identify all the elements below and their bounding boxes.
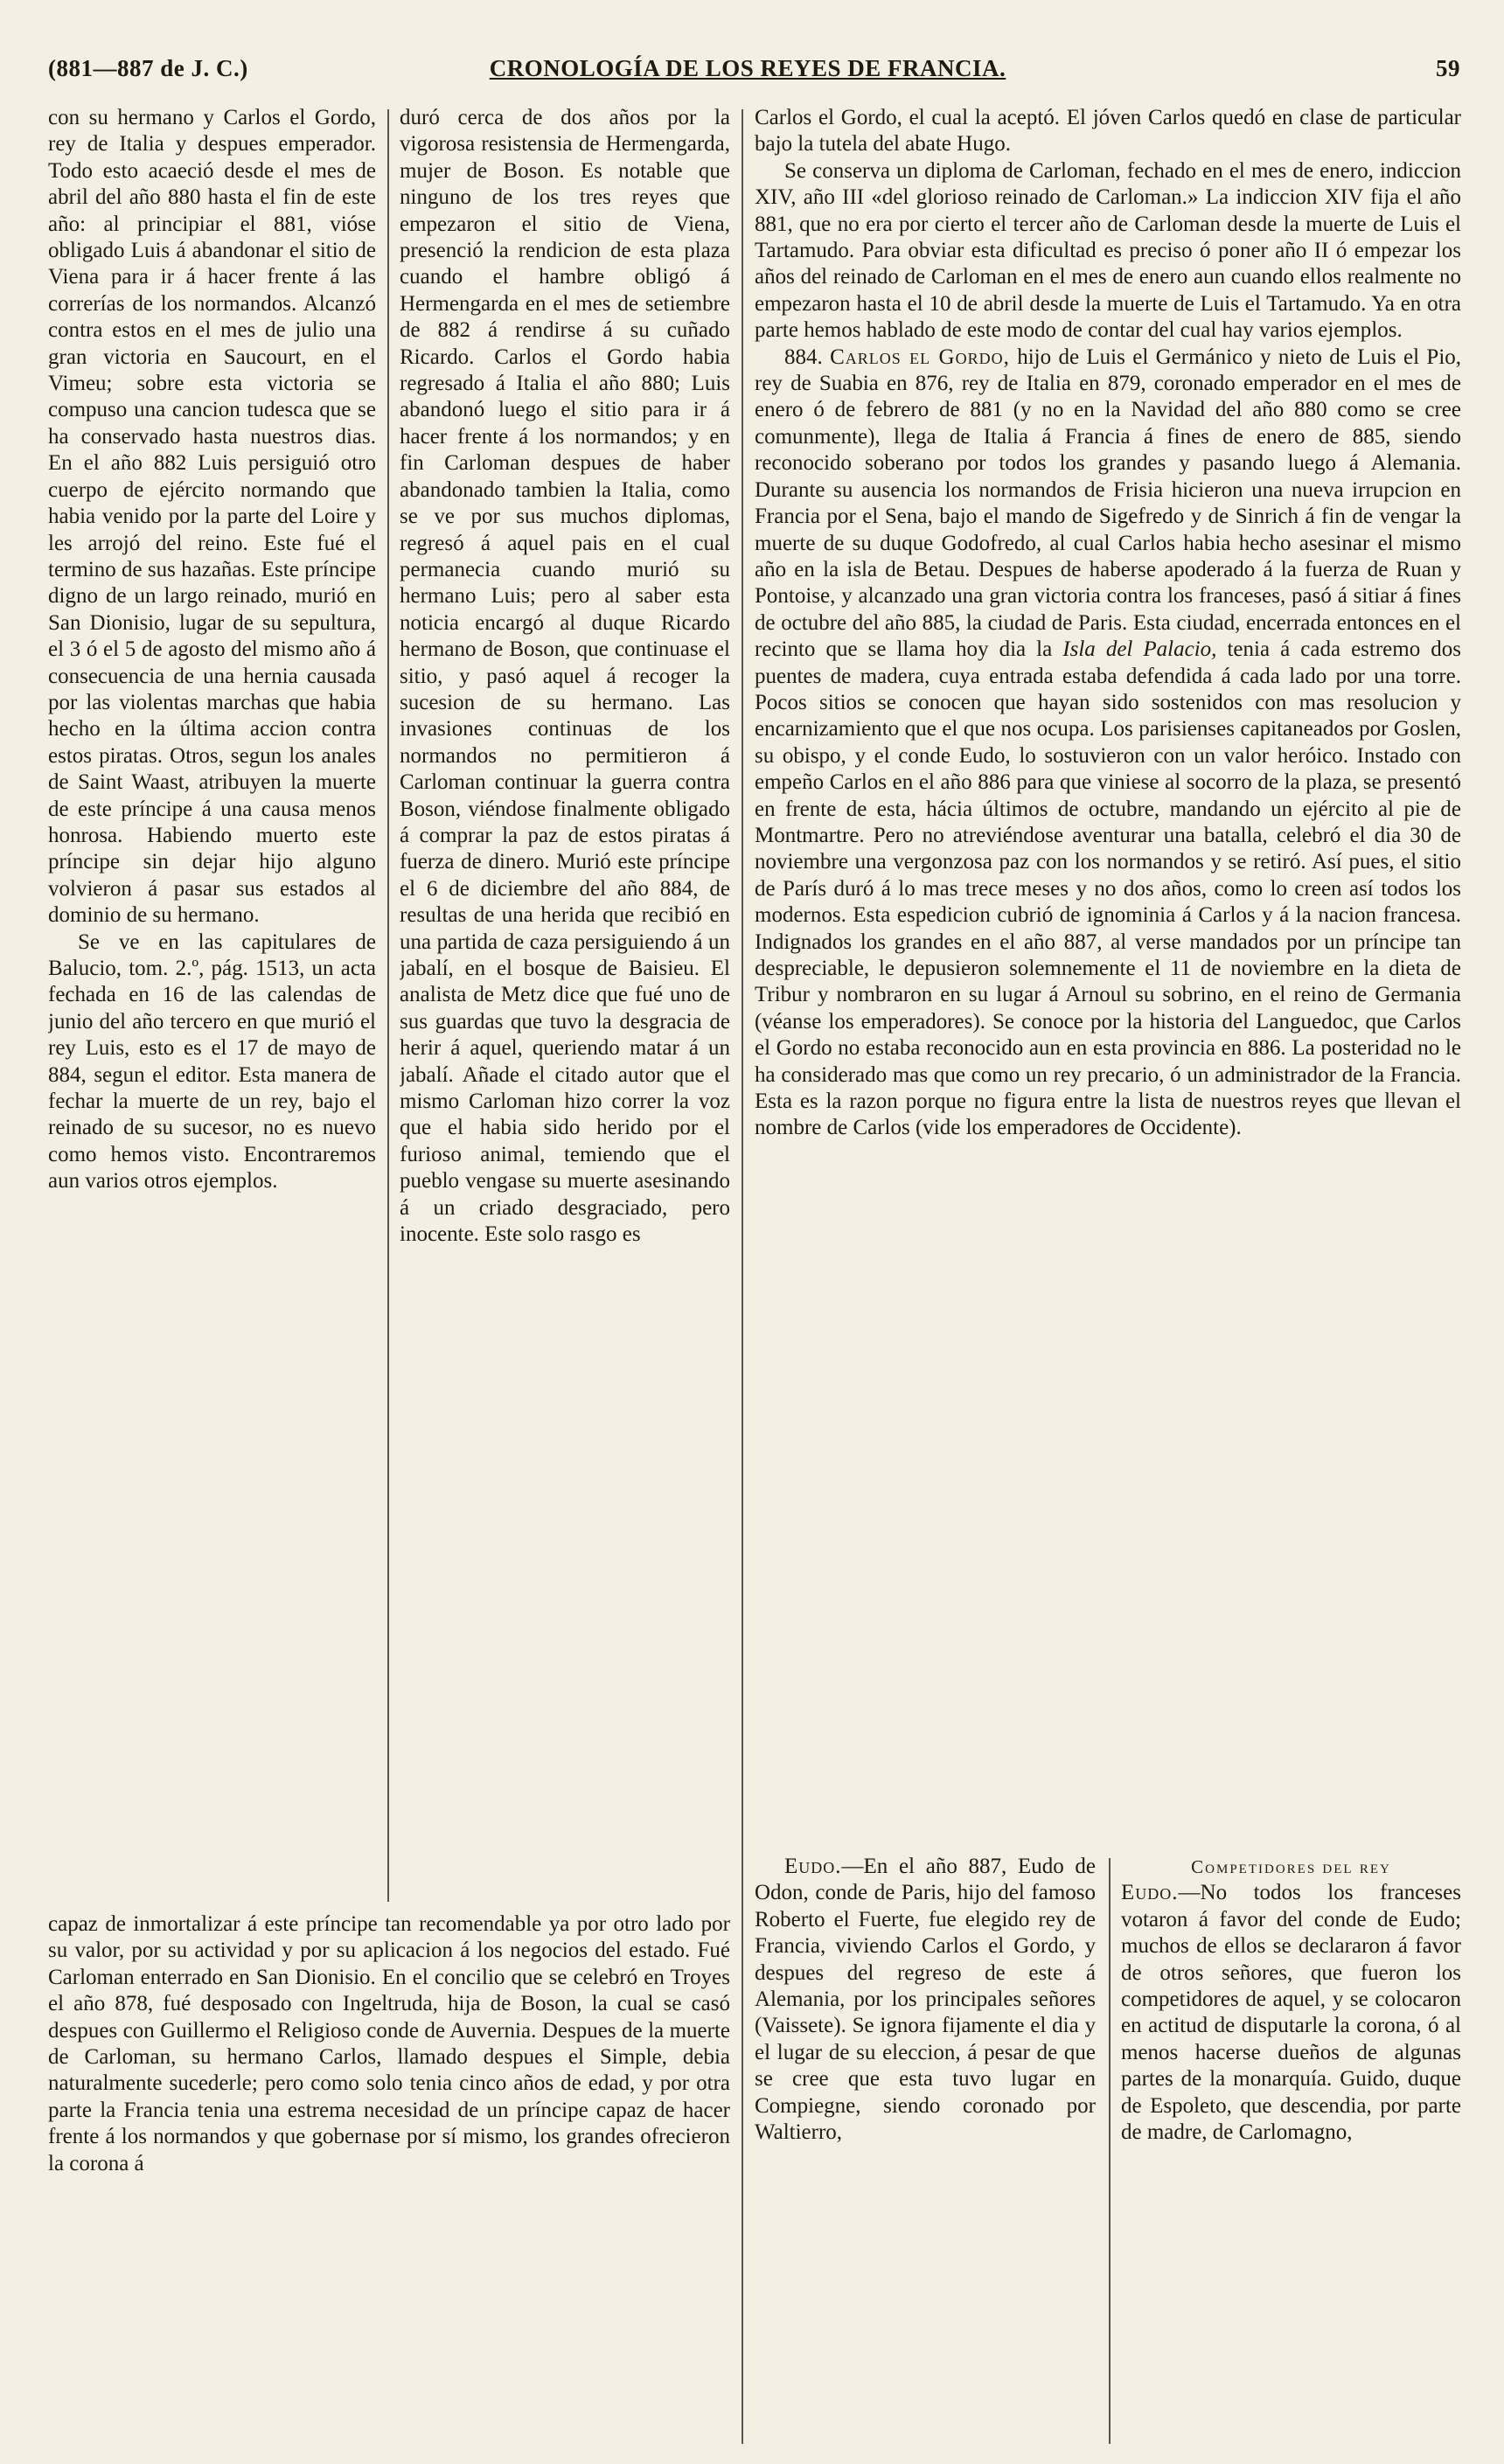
entry-text: —En el año 887, Eudo de Odon, conde de Paris, hijo del famoso Roberto el Fuerte, fue elegido rey de Francia, viviendo Carlos el Gordo, y despues del regreso de este á Alemania, por los principales señores (Vaissete). Se ignora fijamente el dia y el lugar de su eleccion, á pesar de que se cree que esta tuvo lugar en Compiegne, siendo coronado por Waltierro, <box>755 1855 1096 2145</box>
running-header <box>48 48 1460 83</box>
competitors-column <box>1121 1854 1461 2448</box>
page-number: 59 <box>1436 55 1460 81</box>
entry-eudo <box>755 1854 1096 2448</box>
entry-number: 884. <box>784 345 823 369</box>
paragraph <box>1121 1880 1461 2146</box>
column-rule-3 <box>1109 1858 1111 2444</box>
header-date-range: (881—887 de J. C.) <box>48 55 248 81</box>
column-rule-1 <box>387 109 389 1902</box>
entry-carlos-el-gordo <box>755 345 1461 1142</box>
paragraph: Carlos el Gordo, el cual la aceptó. El jóven Carlos quedó en clase de particular bajo la tutela del abate Hugo. <box>755 106 1461 157</box>
column-rule-2 <box>742 109 743 2444</box>
text-column-2 <box>400 105 730 1915</box>
entry-text: —No todos los franceses votaron á favor del conde de Eudo; muchos de ellos se declararon á favor de otros señores, que fueron los competidores de aquel, y se colocaron en actitud de disputarle la corona, ó al menos hacerse dueños de algunas partes de la monarquía. Guido, duque de Espoleto, que descendia, por parte de madre, de Carlomagno, <box>1121 1881 1461 2145</box>
paragraph <box>755 1854 1096 2146</box>
header-title: CRONOLOGÍA DE LOS REYES DE FRANCIA. <box>489 55 1006 81</box>
entry-name: Eudo. <box>784 1855 842 1878</box>
paragraph: Se conserva un diploma de Carloman, fechado en el mes de enero, indiccion XIV, año III «del glorioso reinado de Carloman.» La indiccion XIV fija el año 881, que no era por cierto el tercer año de Carloman desde la muerte de Luis el Tartamudo. Para obviar esta dificultad es preciso ó poner año II ó empezar los años del reinado de Carloman en el mes de enero aun cuando ellos realmente no empezaron hasta el 10 de abril desde la muerte de Luis el Tartamudo. Ya en otra parte hemos hablado de este modo de contar del cual hay varios ejemplos. <box>755 158 1461 343</box>
paragraph: duró cerca de dos años por la vigorosa resistensia de Hermengarda, mujer de Boson. Es notable que ninguno de los tres reyes que empezaron el sitio de Viena, presenció la rendicion de esta plaza cuando el hambre obligó á Hermengarda en el mes de setiembre de 882 á rendirse á su cuñado Ricardo. Carlos el Gordo habia regresado á Italia el año 880; Luis abandonó luego el sitio para ir á hacer frente á los normandos; y en fin Carloman despues de haber abandonado tambien la Italia, como se ve por sus muchos diplomas, regresó á aquel pais en el cual permanecia cuando murió su hermano Luis; pero al saber esta noticia encargó al duque Ricardo hermano de Boson, que continuase el sitio, y pasó aquel á recoger la sucesion de su hermano. Las invasiones continuas de los normandos no permitieron á Carloman continuar la guerra contra Boson, viéndose finalmente obligado á comprar la paz de estos piratas á fuerza de dinero. Murió este príncipe el 6 de diciembre del año 884, de resultas de una herida que recibió en una partida de caza persiguiendo á un jabalí, en el bosque de Baisieu. El analista de Metz dice que fué uno de sus guardas que tuvo la desgracia de herir á aquel, queriendo matar á un jabalí. Añade el citado autor que el mismo Carloman hizo correr la voz que el habia sido herido por el furioso animal, temiendo que el pueblo vengase su muerte asesinando á un criado desgraciado, pero inocente. Este solo rasgo es <box>400 106 730 1247</box>
italic-place-name: Isla del Palacio, <box>1062 637 1217 662</box>
paragraph: con su hermano y Carlos el Gordo, rey de Italia y despues emperador. Todo esto acaeció desde el mes de abril del año 880 hasta el fin de este año: al principiar el 881, vióse obligado Luis á abandonar el sitio de Viena para ir á hacer frente á las correrías de los normandos. Alcanzó contra estos en el mes de julio una gran victoria en Saucourt, en el Vimeu; sobre esta victoria se compuso una cancion tudesca que se ha conservado hasta nuestros dias. En el año 882 Luis persiguió otro cuerpo de ejército normando que habia venido por la parte del Loire y les arrojó del reino. Este fué el termino de sus hazañas. Este príncipe digno de un largo reinado, murió en San Dionisio, lugar de su sepultura, el 3 ó el 5 de agosto del mismo año á consecuencia de una hernia causada por las violentas marchas que habia hecho en la última accion contra estos piratas. Otros, segun los anales de Saint Waast, atribuyen la muerte de este príncipe á una causa menos honrosa. Habiendo muerto este príncipe sin dejar hijo alguno volvieron á pasar sus estados al dominio de su hermano. <box>48 106 376 928</box>
paragraph: capaz de inmortalizar á este príncipe tan recomendable ya por otro lado por su valor, por su actividad y por su aplicacion á los negocios del estado. Fué Carloman enterrado en San Dionisio. En el concilio que se celebró en Troyes el año 878, fué desposado con Ingeltruda, hija de Boson, la cual se casó despues con Guillermo el Religioso conde de Auvernia. Despues de la muerte de Carloman, su hermano Carlos, llamado despues el Simple, debia naturalmente sucederle; pero como solo tenia cinco años de edad, y por otra parte la Francia tenia una estrema necesidad de un príncipe capaz de hacer frente á los normandos y que gobernase por sí mismo, los grandes ofrecieron la corona á <box>48 1912 730 2175</box>
bottom-continuation <box>48 1911 730 2436</box>
section-subhead: Competidores del rey <box>1191 1856 1391 1877</box>
entry-name: Eudo. <box>1121 1881 1179 1905</box>
entry-text: tenia á cada estremo dos puentes de madera, cuya entrada estaba defendida á cada lado por una torre. Pocos sitios se conocen que hayan sido sostenidos con mas resolucion y encarnizamiento que el que nos ocupa. Los parisienses capitaneados por Goslen, su obispo, y el conde Eudo, lo sostuvieron con un valor heróico. Instado con empeño Carlos en el año 886 para que viniese al socorro de la plaza, se presentó en frente de esta, hácia últimos de octubre, mandando un ejército al pie de Montmartre. Pero no atreviéndose aventurar una batalla, celebró el dia 30 de noviembre una vergonzosa paz con los normandos y se retiró. Así pues, el sitio de París duró á lo mas trece meses y no dos años, como lo creen así todos los modernos. Esta espedicion cubrió de ignominia á Carlos y á la nacion francesa. Indignados los grandes en el año 887, al verse mandados por un príncipe tan despreciable, le depusieron solemnemente el 11 de noviembre en la dieta de Tribur y nombraron en su lugar á Arnoul su sobrino, en el reino de Germania (véanse los emperadores). Se conoce por la historia del Languedoc, que Carlos el Gordo no estaba reconocido aun en esta provincia en 886. La posteridad no le ha considerado mas que como un rey precario, ó un administrador de la Francia. Esta es la razon porque no figura entre la lista de nuestros reyes que llevan el nombre de Carlos (vide los emperadores de Occidente). <box>755 637 1461 1140</box>
entry-text: hijo de Luis el Germánico y nieto de Luis el Pio, rey de Suabia en 876, rey de Italia en 879, coronado emperador en el mes de enero ó de febrero de 881 (y no en la Navidad del año 880 como se cree comunmente), llega de Italia á Francia á fines de enero de 885, siendo reconocido soberano por todos los grandes y pasando luego á Alemania. Durante su ausencia los normandos de Frisia hicieron una nueva irrupcion en Francia por el Sena, bajo el mando de Sigefredo y de Sinrich á fin de vengar la muerte de su duque Godofredo, al cual Carlos habia hecho asesinar el mismo año en la isla de Betau. Despues de haberse apoderado á la fuerza de Ruan y Pontoise, y alcanzado una gran victoria contra los franceses, pasó á sitiar á fines de octubre del año 885, la ciudad de Paris. Esta ciudad, encerrada entonces en el recinto que se llama hoy dia la <box>755 345 1461 662</box>
entry-name: Carlos el Gordo, <box>830 345 1010 369</box>
text-column-3 <box>755 105 1461 1845</box>
paragraph: Se ve en las capitulares de Balucio, tom. 2.º, pág. 1513, un acta fechada en 16 de las calendas de junio del año tercero en que murió el rey Luis, esto es el 17 de mayo de 884, segun el editor. Esta manera de fechar la muerte de un rey, bajo el reinado de su sucesor, no es nuevo como hemos visto. Encontraremos aun varios otros ejemplos. <box>48 929 376 1194</box>
text-column-1 <box>48 105 376 1889</box>
